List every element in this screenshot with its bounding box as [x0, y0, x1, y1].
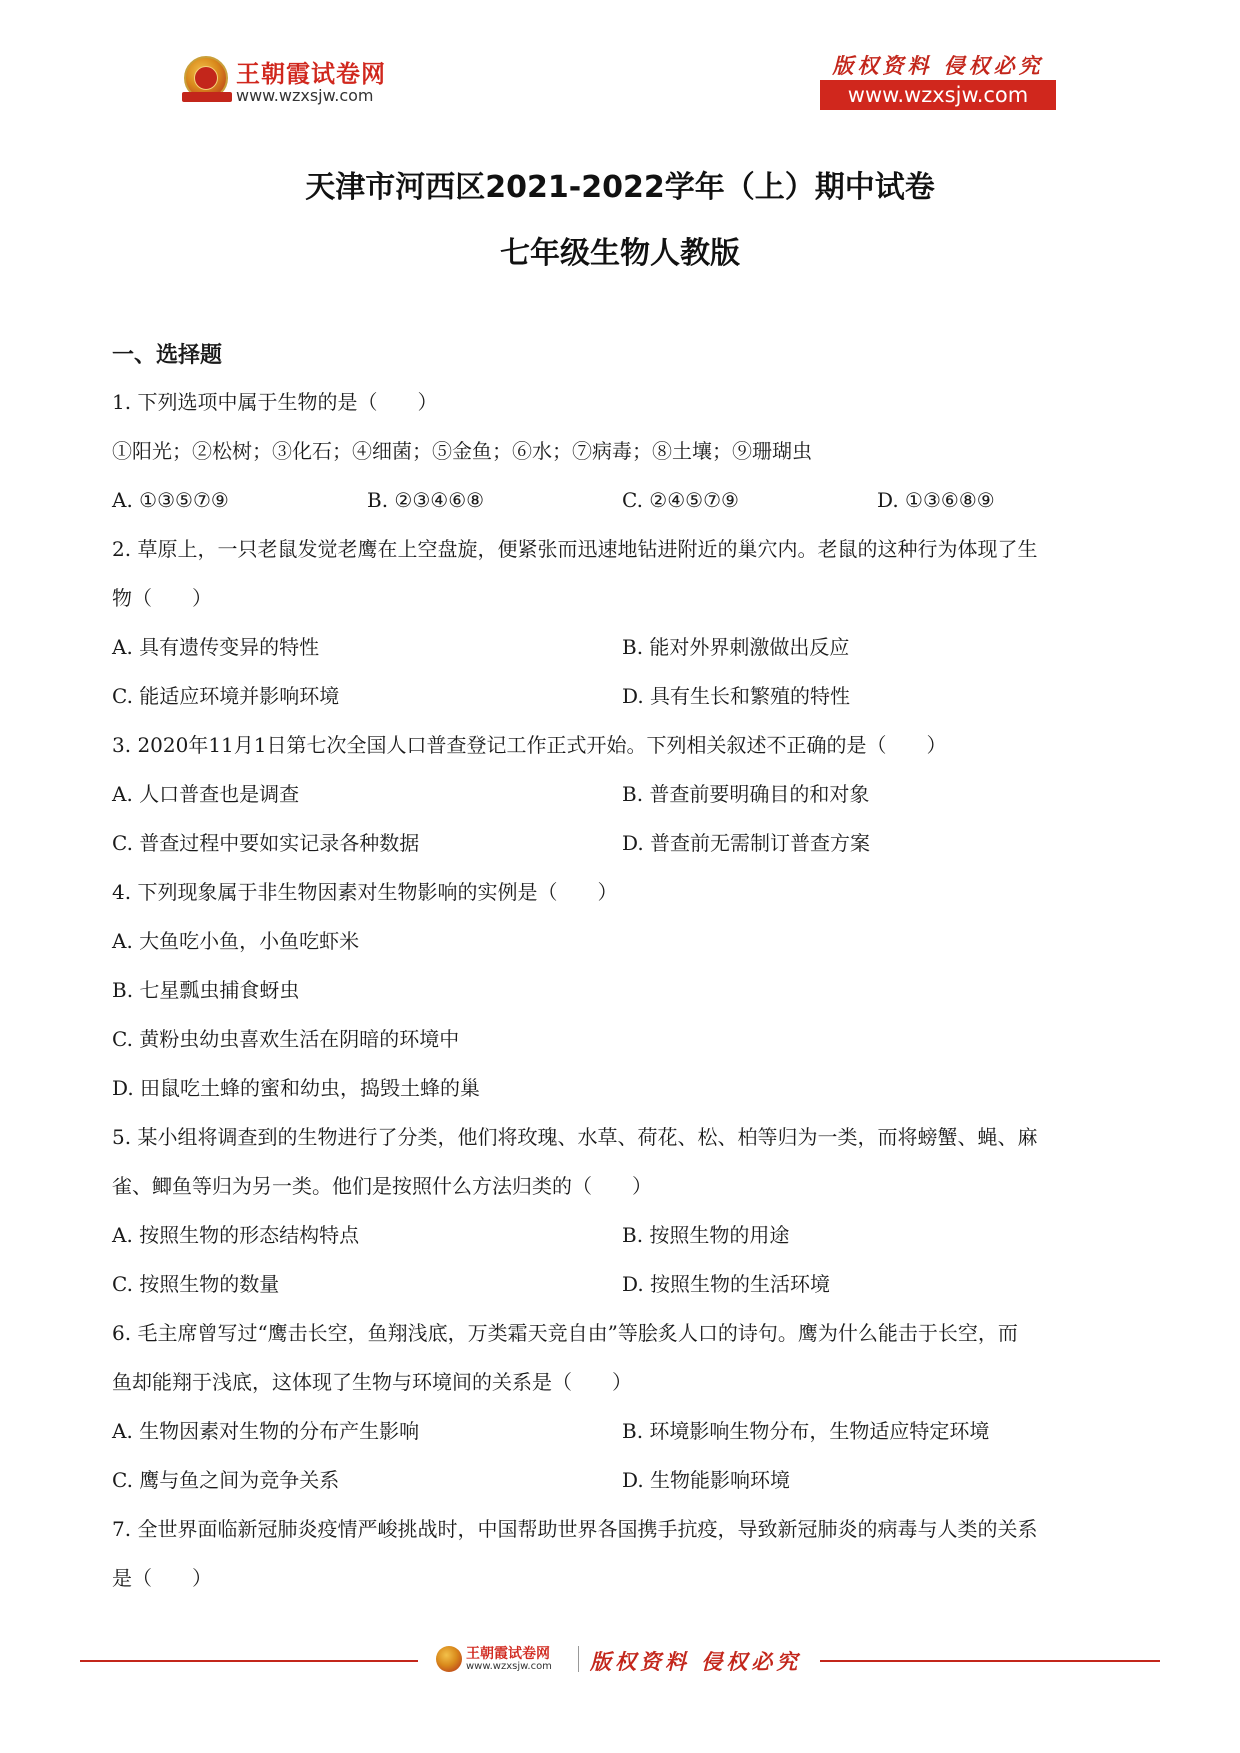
footer-rule-right [820, 1660, 1160, 1662]
question-stem-cont: 是（ ） [112, 1566, 212, 1590]
option-b: B. 环境影响生物分布，生物适应特定环境 [622, 1419, 990, 1443]
option-a: A. 生物因素对生物的分布产生影响 [112, 1419, 420, 1443]
option-c: C. 黄粉虫幼虫喜欢生活在阴暗的环境中 [112, 1027, 460, 1051]
copyright-notice: 版权资料 侵权必究 [832, 53, 1044, 78]
option-b: B. ②③④⑥⑧ [367, 488, 485, 512]
option-c: C. 按照生物的数量 [112, 1272, 280, 1296]
question-list [112, 378, 1132, 1603]
option-c: C. 鹰与鱼之间为竞争关系 [112, 1468, 340, 1492]
option-a: A. 人口普查也是调查 [112, 782, 300, 806]
exam-subtitle: 七年级生物人教版 [500, 236, 740, 271]
options-row [112, 819, 1132, 868]
options-row [112, 770, 1132, 819]
question-stem: 5. 某小组将调查到的生物进行了分类，他们将玫瑰、水草、荷花、松、柏等归为一类，而将螃蟹、蝇、麻 [112, 1125, 1038, 1149]
option-c: C. 能适应环境并影响环境 [112, 684, 340, 708]
option-b: B. 七星瓢虫捕食蚜虫 [112, 978, 300, 1002]
site-logo [184, 52, 404, 112]
section-heading: 一、选择题 [112, 343, 223, 368]
question-stem: 7. 全世界面临新冠肺炎疫情严峻挑战时，中国帮助世界各国携手抗疫，导致新冠肺炎的病毒与人类的关系 [112, 1517, 1038, 1541]
question-stem: 1. 下列选项中属于生物的是（ ） [112, 390, 438, 414]
option-b: B. 按照生物的用途 [622, 1223, 790, 1247]
option-b: B. 能对外界刺激做出反应 [622, 635, 850, 659]
option-c: C. ②④⑤⑦⑨ [622, 488, 739, 512]
footer-rule-left [80, 1660, 418, 1662]
option-c: C. 普查过程中要如实记录各种数据 [112, 831, 420, 855]
question-stem-cont: 鱼却能翔于浅底，这体现了生物与环境间的关系是（ ） [112, 1370, 632, 1394]
option-d: D. 田鼠吃土蜂的蜜和幼虫，捣毁土蜂的巢 [112, 1076, 481, 1100]
option-d: D. 按照生物的生活环境 [622, 1272, 831, 1296]
options-row [112, 476, 1132, 525]
option-b: B. 普查前要明确目的和对象 [622, 782, 870, 806]
question-stem: 6. 毛主席曾写过“鹰击长空，鱼翔浅底，万类霜天竞自由”等脍炙人口的诗句。鹰为什么能击于长空，而 [112, 1321, 1018, 1345]
option-a: A. 大鱼吃小鱼，小鱼吃虾米 [112, 929, 360, 953]
option-a: A. 具有遗传变异的特性 [112, 635, 320, 659]
copyright-block [820, 50, 1056, 112]
page-footer [0, 1640, 1240, 1680]
ribbon-icon [182, 92, 232, 102]
options-row [112, 1260, 1132, 1309]
footer-logo-name: 王朝霞试卷网 [466, 1646, 550, 1662]
copyright-url: www.wzxsjw.com [820, 80, 1056, 110]
question-items: ①阳光；②松树；③化石；④细菌；⑤金鱼；⑥水；⑦病毒；⑧土壤；⑨珊瑚虫 [112, 439, 812, 463]
question-stem-cont: 雀、鲫鱼等归为另一类。他们是按照什么方法归类的（ ） [112, 1174, 652, 1198]
logo-url: www.wzxsjw.com [236, 86, 374, 105]
exam-title: 天津市河西区2021-2022学年（上）期中试卷 [305, 170, 935, 205]
options-row [112, 623, 1132, 672]
question-stem: 2. 草原上，一只老鼠发觉老鹰在上空盘旋，便紧张而迅速地钻进附近的巢穴内。老鼠的这种行为体现了生 [112, 537, 1038, 561]
seal-icon [436, 1646, 462, 1672]
footer-divider [578, 1646, 579, 1672]
question-stem: 4. 下列现象属于非生物因素对生物影响的实例是（ ） [112, 880, 618, 904]
option-a: A. 按照生物的形态结构特点 [112, 1223, 360, 1247]
options-row [112, 672, 1132, 721]
question-stem: 3. 2020年11月1日第七次全国人口普查登记工作正式开始。下列相关叙述不正确的是（ ） [112, 733, 947, 757]
question-stem-cont: 物（ ） [112, 586, 212, 610]
option-a: A. ①③⑤⑦⑨ [112, 488, 229, 512]
options-row [112, 1407, 1132, 1456]
option-d: D. 具有生长和繁殖的特性 [622, 684, 851, 708]
options-row [112, 1456, 1132, 1505]
option-d: D. 生物能影响环境 [622, 1468, 791, 1492]
option-d: D. ①③⑥⑧⑨ [877, 488, 995, 512]
option-d: D. 普查前无需制订普查方案 [622, 831, 871, 855]
options-row [112, 1211, 1132, 1260]
footer-copyright: 版权资料 侵权必究 [590, 1649, 802, 1674]
footer-logo-url: www.wzxsjw.com [466, 1661, 552, 1672]
page-header [0, 0, 1240, 120]
logo-name: 王朝霞试卷网 [236, 60, 386, 88]
